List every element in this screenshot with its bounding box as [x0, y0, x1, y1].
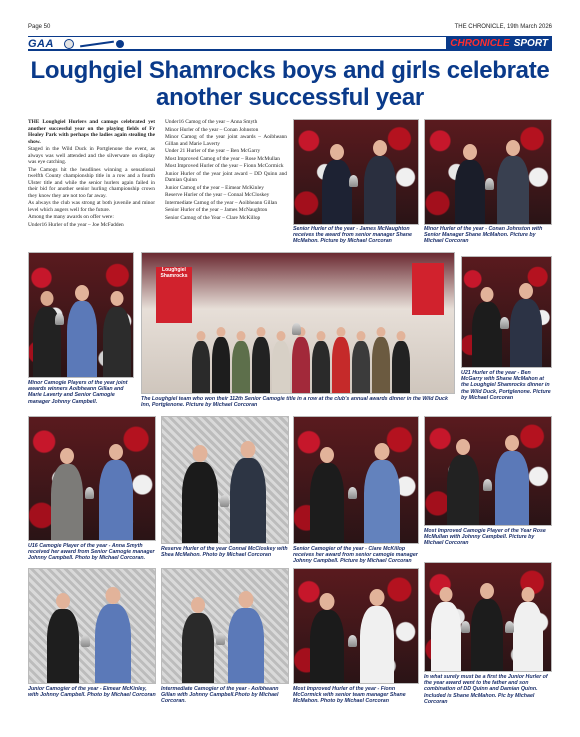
caption-senior-camogie: Senior Camogier of the year - Clare McKillop receives her award from senior camogie manager Johnny Campbell. Picture by Michael Corcoran — [293, 546, 418, 565]
caption-minor-hurler: Minor Hurler of the year - Conan Johnston with Senior Manager Shane McMahon. Picture by Michael Corcoran — [424, 226, 543, 245]
caption-most-improved-hurler: Most Improved Hurler of the year - Fionn McCormick with senior team manager Shane McMahon. Photo by Michael Corcoran — [293, 686, 406, 705]
club-sign-right — [412, 263, 444, 315]
caption-team: The Loughgiel team who won their 112th Senior Camogie title in a row at the club's annual awards dinner in the Wild Duck Inn, Portglenone. Picture by Michael Corcoran — [141, 396, 448, 409]
headline: Loughgiel Shamrocks boys and girls celebrate another successful year — [30, 57, 550, 111]
page-top-line — [28, 24, 552, 34]
photo-intermediate — [161, 568, 289, 684]
chronicle-sport-logo: CHRONICLE SPORT — [446, 37, 552, 50]
photo-junior-hurler — [424, 562, 552, 672]
article-column-1: THE Loughgiel Hurlers and camogs celebrated yet another successful year on the playing fields of Fr Healey Park with perhaps the ladies again stealing the show. Staged in the Wild Duck in Portglenone the event, as always was well attended and the silverware on display was eye catching. The Camogs hit the headlines winning a sensational twelfth County championship title in a row and a fourth Ulster title and while the senior hurlers again failed in their bid for another senior hurling championship crown they know they are not too far away. As always the club was strong at both juvenile and minor level which augers well for the future. Among the many awards on offer were: Under16 Hurler of the year – Joe McFadden — [28, 119, 155, 228]
photo-minor-camogie — [28, 252, 134, 378]
article-column-2: Under16 Camog of the year – Anna Smyth Minor Hurler of the year – Conan Johnston Minor Camog of the year joint awards – Aoibheann Gillan and Marie Laverty Under 21 Hurler of the year – Ben McGarry Most Improved Camog of the year – Rose McMullan Most Improved Hurler of the year – Fionn McCormick Junior Hurler of the year joint award – DD Quinn and Damian Quinn Junior Camog of the year – Eimear McKinley Reserve Hurler of the year – Connal McCloskey Intermediate Camog of the year – Aoibheann Gillan Senior Hurler of the year – James McNaughton Senior Camog of the Year – Clare McKillop — [165, 119, 287, 221]
photo-most-improved-camogie — [424, 416, 552, 526]
hurley-icon — [80, 41, 114, 48]
caption-most-improved-camogie: Most Improved Camogie Player of the Year Rose McMullan with Johnny Campbell. Picture by Michael Corcoran — [424, 528, 546, 547]
caption-reserve: Reserve Hurler of the year Connal McCloskey with Shea McMahon. Photo by Michael Corcoran — [161, 546, 288, 559]
masthead-date: THE CHRONICLE, 19th March 2026 — [454, 24, 552, 30]
caption-u21: U21 Hurler of the year - Ben McGarry with Shane McMahon at the Loughgiel Shamrocks dinner in the Wild Duck, Portglenone. Picture by Michael Corcoran — [461, 370, 551, 401]
photo-team — [141, 252, 455, 394]
caption-junior-camogier: Junior Camogier of the year - Eimear McKinley, with Johnny Campbell. Photo by Michael Corcoran — [28, 686, 156, 699]
photo-u16 — [28, 416, 156, 541]
club-sign: Loughgiel Shamrocks — [156, 267, 192, 323]
sliotar-icon — [64, 39, 74, 49]
photo-senior-hurler — [293, 119, 419, 225]
photo-reserve — [161, 416, 289, 544]
caption-minor-camogie: Minor Camogie Players of the year joint awards winners Aoibheann Gillan and Marie Laverty and Senior Camogie manager Johnny Campbell. — [28, 380, 128, 405]
photo-junior-camogier — [28, 568, 156, 684]
photo-most-improved-hurler — [293, 568, 419, 684]
article-intro: THE Loughgiel Hurlers and camogs celebrated yet another successful year on the playing fields of Fr Healey Park with perhaps the ladies again stealing the show. — [28, 119, 155, 145]
caption-u16: U16 Camogie Player of the year - Anna Smyth received her award from Senior Camogie manager Johnny Campbell. Photo by Michael Corcoran. — [28, 543, 155, 562]
caption-junior-hurler: In what surely must be a first the Junior Hurler of the year award went to the father and son combination of DD Quinn and Damian Quinn. Included is Shane McMahon. Pic by Michael Corcoran — [424, 674, 548, 705]
gaa-label: GAA — [28, 38, 54, 50]
page-number: Page 50 — [28, 24, 51, 30]
section-bar — [28, 36, 552, 51]
photo-u21 — [461, 256, 552, 368]
caption-intermediate: Intermediate Camogier of the year - Aoibheann Gillan with Johnny Campbell.Photo by Michael Corcoran. — [161, 686, 279, 705]
ball-icon — [116, 40, 124, 48]
caption-senior-hurler: Senior Hurler of the year - James McNaughton receives the award from senior manager Shane McMahon. Picture by Michael Corcoran — [293, 226, 412, 245]
photo-minor-hurler — [424, 119, 552, 225]
photo-senior-camogie — [293, 416, 419, 544]
